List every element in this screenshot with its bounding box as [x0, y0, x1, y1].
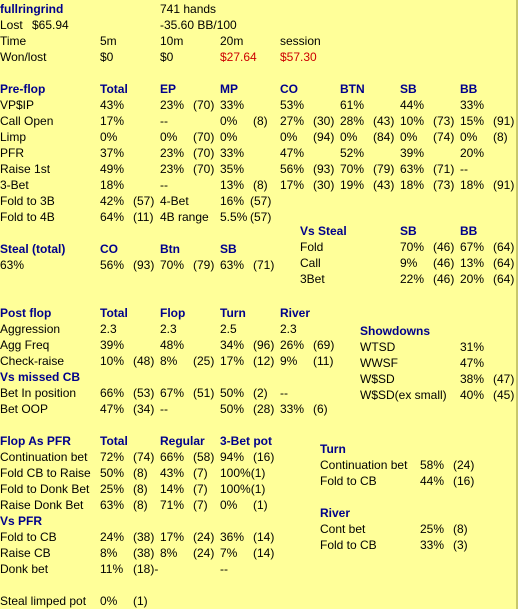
preflop-count: (70)	[193, 162, 215, 176]
postflop-value: 9%	[280, 354, 298, 368]
bb-per-100: -35.60 BB/100	[160, 18, 237, 32]
preflop-value: 18%	[460, 178, 485, 192]
vs-pfr-count: (24)	[193, 546, 215, 560]
missed-cb-count: (28)	[253, 402, 275, 416]
vs-steal-value: 70%	[400, 240, 425, 254]
showdown-row-label: W$SD(ex small)	[360, 388, 447, 402]
steal-value: 56%	[100, 258, 125, 272]
fourbet-range-count: (57)	[250, 210, 272, 224]
postflop-count: (48)	[133, 354, 155, 368]
showdown-value: 47%	[460, 356, 485, 370]
flop-pfr-count: (1)	[253, 498, 268, 512]
preflop-value: 10%	[400, 114, 425, 128]
fourbet-range-label: 4B range	[160, 210, 209, 224]
preflop-count: (91)	[493, 114, 515, 128]
missed-cb-row-label: Bet In position	[0, 386, 77, 400]
flop-pfr-count: (7)	[193, 498, 208, 512]
flop-pfr-count: (7)	[193, 482, 208, 496]
preflop-value: 0%	[460, 130, 478, 144]
preflop-value: 18%	[100, 178, 125, 192]
preflop-value: 17%	[280, 178, 305, 192]
preflop-value: 37%	[100, 146, 125, 160]
river-row-label: Cont bet	[320, 522, 366, 536]
fold3b-count: (57)	[133, 194, 155, 208]
steal-col: SB	[220, 242, 237, 256]
fourbet-count: (57)	[250, 194, 272, 208]
vs-steal-col: BB	[460, 224, 478, 238]
steal-limped-value: 0%	[100, 594, 118, 608]
postflop-value: 2.5	[220, 322, 237, 336]
preflop-col: CO	[280, 82, 298, 96]
flop-pfr-value: 50%	[100, 466, 125, 480]
preflop-count: (93)	[313, 162, 335, 176]
wonlost-value: $27.64	[220, 50, 257, 64]
vs-steal-value: 20%	[460, 272, 485, 286]
wonlost-value: $0	[100, 50, 114, 64]
turn-row-label: Continuation bet	[320, 458, 408, 472]
preflop-value: 39%	[400, 146, 425, 160]
vs-steal-value: 13%	[460, 256, 485, 270]
river-row-label: Fold to CB	[320, 538, 377, 552]
flop-pfr-count: (58)	[193, 450, 215, 464]
preflop-value: --	[460, 162, 468, 176]
postflop-value: 17%	[220, 354, 245, 368]
time-col: 10m	[160, 34, 184, 48]
time-col: session	[280, 34, 321, 48]
preflop-value: 49%	[100, 162, 125, 176]
postflop-value: 2.3	[100, 322, 117, 336]
preflop-count: (73)	[433, 114, 455, 128]
steal-col: Btn	[160, 242, 180, 256]
vs-steal-row-label: Fold	[300, 240, 324, 254]
preflop-value: 15%	[460, 114, 485, 128]
preflop-count: (84)	[373, 130, 395, 144]
vs-pfr-count: (14)	[253, 530, 275, 544]
vs-steal-count: (64)	[493, 240, 515, 254]
showdown-row-label: WWSF	[360, 356, 398, 370]
postflop-row-label: Check-raise	[0, 354, 65, 368]
preflop-value: 18%	[400, 178, 425, 192]
preflop-row-label: Raise 1st	[0, 162, 51, 176]
missed-cb-value: 33%	[280, 402, 305, 416]
time-col: 20m	[220, 34, 244, 48]
flop-pfr-row-label: Fold CB to Raise	[0, 466, 91, 480]
preflop-value: 56%	[280, 162, 305, 176]
preflop-value: 0%	[340, 130, 358, 144]
time-label: Time	[0, 34, 27, 48]
flop-pfr-count: (74)	[133, 450, 155, 464]
flop-pfr-value: 94%	[220, 450, 245, 464]
preflop-row-label: Limp	[0, 130, 27, 144]
flop-pfr-value: 66%	[160, 450, 185, 464]
postflop-count: (96)	[253, 338, 275, 352]
hands-count: 741 hands	[160, 2, 217, 16]
preflop-value: 53%	[280, 98, 305, 112]
postflop-count: (69)	[313, 338, 335, 352]
preflop-value: 33%	[220, 98, 245, 112]
vs-pfr-count: (24)	[193, 530, 215, 544]
vs-pfr-value: --	[220, 562, 228, 576]
fourbet-value: 16%	[220, 194, 245, 208]
preflop-value: 63%	[400, 162, 425, 176]
vs-steal-value: 67%	[460, 240, 485, 254]
steal-value: 70%	[160, 258, 185, 272]
postflop-title: Post flop	[0, 306, 52, 320]
preflop-count: (8)	[253, 178, 268, 192]
missed-cb-count: (53)	[133, 386, 155, 400]
postflop-value: 8%	[160, 354, 178, 368]
vs-steal-value: 9%	[400, 256, 418, 270]
postflop-value: 10%	[100, 354, 125, 368]
preflop-count: (8)	[253, 114, 268, 128]
preflop-row-label: Call Open	[0, 114, 54, 128]
showdown-count: (45)	[493, 388, 515, 402]
vs-pfr-row-label: Fold to CB	[0, 530, 57, 544]
preflop-value: 28%	[340, 114, 365, 128]
flop-pfr-value: 72%	[100, 450, 125, 464]
vs-pfr-count: (14)	[253, 546, 275, 560]
preflop-value: 0%	[220, 114, 238, 128]
wonlost-value: $57.30	[280, 50, 317, 64]
preflop-count: (30)	[313, 114, 335, 128]
vs-pfr-value: 36%	[220, 530, 245, 544]
vs-pfr-count: (38)	[133, 546, 155, 560]
steal-count: (79)	[193, 258, 215, 272]
preflop-value: 27%	[280, 114, 305, 128]
flop-pfr-value: 14%	[160, 482, 185, 496]
lost-value: $65.94	[32, 18, 69, 32]
flop-pfr-col: 3-Bet pot	[220, 434, 272, 448]
preflop-value: 0%	[280, 130, 298, 144]
preflop-value: 47%	[280, 146, 305, 160]
postflop-col: Flop	[160, 306, 186, 320]
postflop-count: (25)	[193, 354, 215, 368]
preflop-col: Total	[100, 82, 128, 96]
flop-pfr-row-label: Fold to Donk Bet	[0, 482, 90, 496]
wonlost-label: Won/lost	[0, 50, 47, 64]
flop-pfr-title: Flop As PFR	[0, 434, 71, 448]
vs-steal-count: (64)	[493, 256, 515, 270]
vs-pfr-row-label: Raise CB	[0, 546, 51, 560]
preflop-value: 0%	[100, 130, 118, 144]
vs-pfr-value: 8%	[160, 546, 178, 560]
steal-col: CO	[100, 242, 118, 256]
river-value: 25%	[420, 522, 445, 536]
preflop-count: (30)	[313, 178, 335, 192]
preflop-value: 43%	[100, 98, 125, 112]
missed-cb-value: 50%	[220, 386, 245, 400]
turn-row-label: Fold to CB	[320, 474, 377, 488]
vs-pfr-row-label: Donk bet	[0, 562, 49, 576]
flop-pfr-value: 25%	[100, 482, 125, 496]
missed-cb-value: 66%	[100, 386, 125, 400]
vs-steal-col: SB	[400, 224, 417, 238]
missed-cb-value: --	[160, 402, 168, 416]
wonlost-value: $0	[160, 50, 174, 64]
preflop-col: MP	[220, 82, 238, 96]
preflop-count: (43)	[373, 114, 395, 128]
steal-count: (71)	[253, 258, 275, 272]
showdowns-title: Showdowns	[360, 324, 430, 338]
preflop-count: (8)	[493, 130, 508, 144]
preflop-value: 52%	[340, 146, 365, 160]
postflop-value: 48%	[160, 338, 185, 352]
steal-total-value: 63%	[0, 258, 25, 272]
flop-pfr-col: Total	[100, 434, 128, 448]
turn-title: Turn	[320, 442, 346, 456]
preflop-row-label: PFR	[0, 146, 24, 160]
steal-limped-count: (1)	[133, 594, 148, 608]
preflop-value: 13%	[220, 178, 245, 192]
player-name: fullringrind	[0, 2, 64, 16]
preflop-value: 61%	[340, 98, 365, 112]
showdown-value: 31%	[460, 340, 485, 354]
preflop-value: 44%	[400, 98, 425, 112]
missed-cb-value: 67%	[160, 386, 185, 400]
steal-limped-label: Steal limped pot	[0, 594, 87, 608]
flop-pfr-count: (8)	[133, 482, 148, 496]
preflop-col: EP	[160, 82, 177, 96]
preflop-value: 23%	[160, 146, 185, 160]
vs-pfr-title: Vs PFR	[0, 514, 43, 528]
vs-steal-value: 22%	[400, 272, 425, 286]
preflop-value: 35%	[220, 162, 245, 176]
vs-pfr-value: 7%	[220, 546, 238, 560]
vs-pfr-value: 11%	[100, 562, 124, 576]
flop-pfr-count: (8)	[133, 498, 148, 512]
fold4b-label: Fold to 4B	[0, 210, 55, 224]
preflop-count: (71)	[433, 162, 455, 176]
vs-pfr-value: 8%	[100, 546, 118, 560]
missed-cb-value: --	[280, 386, 288, 400]
flop-pfr-value: 100%(1)	[220, 482, 266, 496]
preflop-value: 33%	[460, 98, 485, 112]
vs-steal-row-label: Call	[300, 256, 321, 270]
postflop-col: River	[280, 306, 311, 320]
turn-count: (16)	[453, 474, 475, 488]
preflop-count: (73)	[433, 178, 455, 192]
postflop-count: (11)	[313, 354, 334, 368]
vs-steal-count: (46)	[433, 256, 455, 270]
river-count: (3)	[453, 538, 468, 552]
missed-cb-count: (2)	[253, 386, 268, 400]
missed-cb-row-label: Bet OOP	[0, 402, 49, 416]
preflop-value: 70%	[340, 162, 365, 176]
preflop-value: 0%	[400, 130, 418, 144]
preflop-value: 23%	[160, 98, 185, 112]
postflop-value: 2.3	[160, 322, 177, 336]
flop-pfr-value: 0%	[220, 498, 238, 512]
postflop-value: 39%	[100, 338, 125, 352]
flop-pfr-row-label: Raise Donk Bet	[0, 498, 84, 512]
postflop-value: 26%	[280, 338, 305, 352]
preflop-count: (91)	[493, 178, 515, 192]
turn-value: 44%	[420, 474, 445, 488]
vs-steal-title: Vs Steal	[300, 224, 347, 238]
preflop-value: --	[160, 114, 168, 128]
showdown-row-label: W$SD	[360, 372, 395, 386]
preflop-count: (70)	[193, 98, 215, 112]
preflop-count: (70)	[193, 146, 215, 160]
preflop-count: (43)	[373, 178, 395, 192]
steal-value: 63%	[220, 258, 245, 272]
preflop-value: 23%	[160, 162, 185, 176]
preflop-value: 0%	[160, 130, 178, 144]
vs-pfr-count: (18)-	[133, 562, 159, 576]
missed-cb-value: 50%	[220, 402, 245, 416]
vs-steal-count: (46)	[433, 272, 455, 286]
preflop-value: 20%	[460, 146, 485, 160]
fold3b-label: Fold to 3B	[0, 194, 55, 208]
showdown-value: 38%	[460, 372, 485, 386]
preflop-col: SB	[400, 82, 417, 96]
preflop-count: (74)	[433, 130, 455, 144]
turn-value: 58%	[420, 458, 445, 472]
flop-pfr-value: 100%(1)	[220, 466, 266, 480]
postflop-count: (12)	[253, 354, 275, 368]
preflop-value: 19%	[340, 178, 365, 192]
fold4b-count: (11)	[133, 210, 154, 224]
river-value: 33%	[420, 538, 445, 552]
missed-cb-count: (34)	[133, 402, 155, 416]
showdown-row-label: WTSD	[360, 340, 396, 354]
preflop-count: (79)	[373, 162, 395, 176]
preflop-value: 17%	[100, 114, 125, 128]
river-title: River	[320, 506, 351, 520]
preflop-count: (94)	[313, 130, 335, 144]
lost-label: Lost	[0, 18, 23, 32]
steal-total-title: Steal (total)	[0, 242, 66, 256]
postflop-row-label: Aggression	[0, 322, 61, 336]
turn-count: (24)	[453, 458, 475, 472]
postflop-col: Total	[100, 306, 128, 320]
fold3b-value: 42%	[100, 194, 125, 208]
flop-pfr-value: 43%	[160, 466, 185, 480]
missed-cb-title: Vs missed CB	[0, 370, 81, 384]
flop-pfr-value: 63%	[100, 498, 125, 512]
preflop-row-label: 3-Bet	[0, 178, 29, 192]
steal-count: (93)	[133, 258, 155, 272]
postflop-value: 34%	[220, 338, 245, 352]
flop-pfr-row-label: Continuation bet	[0, 450, 88, 464]
postflop-value: 2.3	[280, 322, 297, 336]
vs-steal-count: (64)	[493, 272, 515, 286]
preflop-value: 0%	[220, 130, 238, 144]
postflop-col: Turn	[220, 306, 246, 320]
flop-pfr-count: (16)	[253, 450, 275, 464]
flop-pfr-col: Regular	[160, 434, 205, 448]
showdown-value: 40%	[460, 388, 485, 402]
preflop-col: BB	[460, 82, 478, 96]
vs-pfr-value: 24%	[100, 530, 125, 544]
missed-cb-count: (6)	[313, 402, 328, 416]
vs-steal-row-label: 3Bet	[300, 272, 325, 286]
vs-steal-count: (46)	[433, 240, 455, 254]
flop-pfr-value: 71%	[160, 498, 185, 512]
fourbet-label: 4-Bet	[160, 194, 189, 208]
preflop-col: BTN	[340, 82, 365, 96]
postflop-row-label: Agg Freq	[0, 338, 50, 352]
preflop-value: 33%	[220, 146, 245, 160]
missed-cb-value: 47%	[100, 402, 125, 416]
fold4b-value: 64%	[100, 210, 125, 224]
time-col: 5m	[100, 34, 117, 48]
fourbet-range-value: 5.5%	[220, 210, 248, 224]
preflop-row-label: VP$IP	[0, 98, 35, 112]
flop-pfr-count: (8)	[133, 466, 148, 480]
river-count: (8)	[453, 522, 468, 536]
missed-cb-count: (51)	[193, 386, 215, 400]
flop-pfr-count: (7)	[193, 466, 208, 480]
vs-pfr-count: (38)	[133, 530, 155, 544]
preflop-title: Pre-flop	[0, 82, 46, 96]
showdown-count: (47)	[493, 372, 515, 386]
preflop-value: --	[160, 178, 168, 192]
preflop-count: (70)	[193, 130, 215, 144]
vs-pfr-value: 17%	[160, 530, 185, 544]
